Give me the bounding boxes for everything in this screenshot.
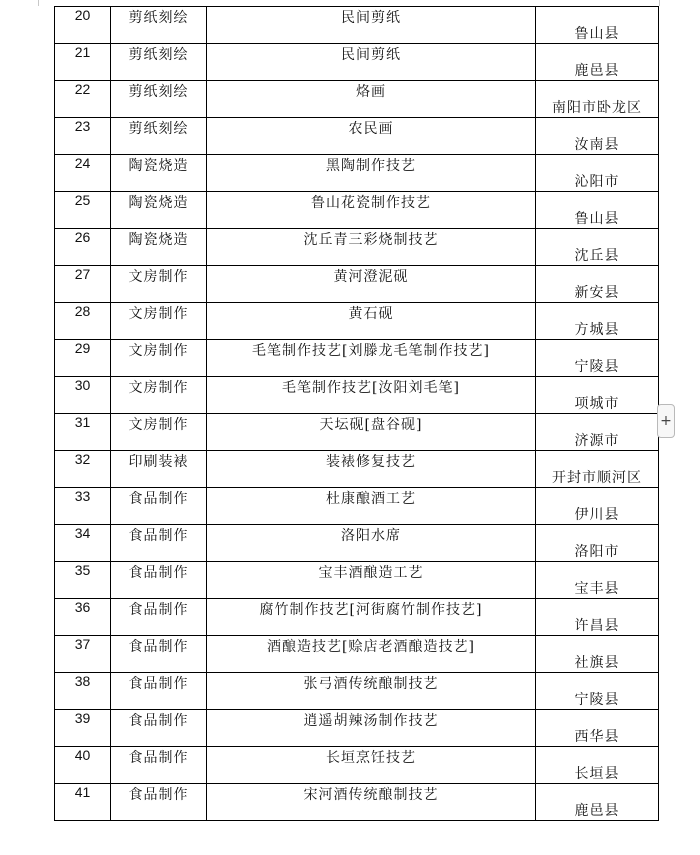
table-row (55, 784, 659, 821)
row-region: 鹿邑县 (536, 44, 659, 81)
table-row (55, 155, 659, 192)
row-number: 30 (55, 377, 111, 414)
table-row (55, 710, 659, 747)
row-region: 沈丘县 (536, 229, 659, 266)
row-region: 许昌县 (536, 599, 659, 636)
row-number: 20 (55, 7, 111, 44)
row-number: 22 (55, 81, 111, 118)
row-category: 剪纸刻绘 (111, 44, 207, 81)
table-row (55, 192, 659, 229)
row-number: 34 (55, 525, 111, 562)
row-number: 29 (55, 340, 111, 377)
table-row (55, 525, 659, 562)
row-number: 41 (55, 784, 111, 821)
row-region: 长垣县 (536, 747, 659, 784)
table-row (55, 7, 659, 44)
row-number: 25 (55, 192, 111, 229)
row-region: 宁陵县 (536, 340, 659, 377)
row-region: 沁阳市 (536, 155, 659, 192)
heritage-table (54, 6, 659, 821)
row-category: 剪纸刻绘 (111, 81, 207, 118)
table-row (55, 599, 659, 636)
row-project-name: 长垣烹饪技艺 (207, 747, 536, 784)
row-number: 27 (55, 266, 111, 303)
row-category: 陶瓷烧造 (111, 155, 207, 192)
row-number: 28 (55, 303, 111, 340)
row-project-name: 天坛砚[盘谷砚] (207, 414, 536, 451)
row-category: 文房制作 (111, 377, 207, 414)
table-body (55, 7, 659, 821)
row-category: 食品制作 (111, 562, 207, 599)
row-project-name: 烙画 (207, 81, 536, 118)
table-row (55, 747, 659, 784)
row-category: 剪纸刻绘 (111, 118, 207, 155)
table-row (55, 414, 659, 451)
row-number: 36 (55, 599, 111, 636)
row-category: 文房制作 (111, 266, 207, 303)
row-region: 鲁山县 (536, 7, 659, 44)
row-region: 宝丰县 (536, 562, 659, 599)
row-project-name: 农民画 (207, 118, 536, 155)
row-category: 食品制作 (111, 488, 207, 525)
row-region: 开封市顺河区 (536, 451, 659, 488)
table-row (55, 562, 659, 599)
row-category: 食品制作 (111, 747, 207, 784)
row-number: 38 (55, 673, 111, 710)
row-region: 汝南县 (536, 118, 659, 155)
row-number: 35 (55, 562, 111, 599)
row-category: 食品制作 (111, 525, 207, 562)
row-project-name: 民间剪纸 (207, 44, 536, 81)
row-project-name: 装裱修复技艺 (207, 451, 536, 488)
row-region: 项城市 (536, 377, 659, 414)
row-project-name: 毛笔制作技艺[刘滕龙毛笔制作技艺] (207, 340, 536, 377)
row-category: 文房制作 (111, 414, 207, 451)
row-category: 食品制作 (111, 710, 207, 747)
row-number: 37 (55, 636, 111, 673)
table-row (55, 451, 659, 488)
row-category: 食品制作 (111, 636, 207, 673)
row-category: 陶瓷烧造 (111, 229, 207, 266)
row-number: 40 (55, 747, 111, 784)
table-row (55, 81, 659, 118)
row-region: 伊川县 (536, 488, 659, 525)
row-project-name: 逍遥胡辣汤制作技艺 (207, 710, 536, 747)
row-region: 鲁山县 (536, 192, 659, 229)
table-row (55, 340, 659, 377)
row-category: 食品制作 (111, 784, 207, 821)
row-category: 印刷装裱 (111, 451, 207, 488)
row-category: 文房制作 (111, 303, 207, 340)
row-project-name: 鲁山花瓷制作技艺 (207, 192, 536, 229)
table-row (55, 229, 659, 266)
row-region: 新安县 (536, 266, 659, 303)
row-project-name: 黄河澄泥砚 (207, 266, 536, 303)
row-category: 食品制作 (111, 599, 207, 636)
table-row (55, 44, 659, 81)
row-region: 洛阳市 (536, 525, 659, 562)
row-number: 39 (55, 710, 111, 747)
row-number: 26 (55, 229, 111, 266)
row-region: 方城县 (536, 303, 659, 340)
row-number: 32 (55, 451, 111, 488)
row-region: 鹿邑县 (536, 784, 659, 821)
row-project-name: 宋河酒传统酿制技艺 (207, 784, 536, 821)
row-number: 23 (55, 118, 111, 155)
row-project-name: 腐竹制作技艺[河街腐竹制作技艺] (207, 599, 536, 636)
row-project-name: 民间剪纸 (207, 7, 536, 44)
expand-button[interactable] (657, 404, 675, 438)
row-category: 文房制作 (111, 340, 207, 377)
row-project-name: 黑陶制作技艺 (207, 155, 536, 192)
table-row (55, 377, 659, 414)
row-region: 宁陵县 (536, 673, 659, 710)
table-row (55, 673, 659, 710)
row-category: 食品制作 (111, 673, 207, 710)
row-number: 31 (55, 414, 111, 451)
row-number: 21 (55, 44, 111, 81)
row-number: 24 (55, 155, 111, 192)
table-row (55, 488, 659, 525)
table-row (55, 266, 659, 303)
row-region: 济源市 (536, 414, 659, 451)
row-number: 33 (55, 488, 111, 525)
row-project-name: 沈丘青三彩烧制技艺 (207, 229, 536, 266)
table-row (55, 636, 659, 673)
row-category: 剪纸刻绘 (111, 7, 207, 44)
plus-icon: + (660, 413, 672, 429)
row-project-name: 宝丰酒酿造工艺 (207, 562, 536, 599)
row-project-name: 酒酿造技艺[赊店老酒酿造技艺] (207, 636, 536, 673)
table-row (55, 303, 659, 340)
row-project-name: 黄石砚 (207, 303, 536, 340)
row-region: 社旗县 (536, 636, 659, 673)
row-category: 陶瓷烧造 (111, 192, 207, 229)
row-region: 西华县 (536, 710, 659, 747)
row-project-name: 洛阳水席 (207, 525, 536, 562)
table-row (55, 118, 659, 155)
row-project-name: 杜康酿酒工艺 (207, 488, 536, 525)
row-region: 南阳市卧龙区 (536, 81, 659, 118)
row-project-name: 张弓酒传统酿制技艺 (207, 673, 536, 710)
row-project-name: 毛笔制作技艺[汝阳刘毛笔] (207, 377, 536, 414)
